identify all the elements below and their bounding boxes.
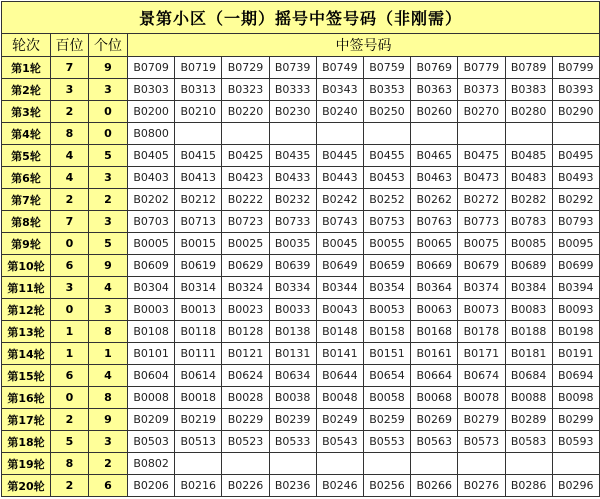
units-cell: 3 xyxy=(89,431,128,453)
units-cell: 8 xyxy=(89,387,128,409)
code-cell: B0262 xyxy=(411,189,458,211)
code-cell: B0292 xyxy=(552,189,599,211)
code-cell: B0415 xyxy=(175,145,222,167)
code-cell: B0723 xyxy=(222,211,269,233)
code-cell: B0394 xyxy=(552,277,599,299)
code-cell: B0043 xyxy=(316,299,363,321)
code-cell: B0131 xyxy=(269,343,316,365)
code-cell xyxy=(316,453,363,475)
hundreds-cell: 0 xyxy=(51,299,89,321)
round-cell: 第19轮 xyxy=(2,453,51,475)
round-cell: 第5轮 xyxy=(2,145,51,167)
round-cell: 第17轮 xyxy=(2,409,51,431)
code-cell: B0200 xyxy=(128,101,175,123)
code-cell: B0465 xyxy=(411,145,458,167)
code-cell: B0384 xyxy=(505,277,552,299)
table-title: 景第小区（一期）摇号中签号码（非刚需） xyxy=(2,2,600,34)
code-cell: B0259 xyxy=(363,409,410,431)
code-cell: B0304 xyxy=(128,277,175,299)
hundreds-cell: 8 xyxy=(51,453,89,475)
round-cell: 第16轮 xyxy=(2,387,51,409)
hundreds-cell: 4 xyxy=(51,145,89,167)
table-row xyxy=(2,255,600,277)
code-cell: B0242 xyxy=(316,189,363,211)
units-cell: 3 xyxy=(89,299,128,321)
code-cell: B0463 xyxy=(411,167,458,189)
code-cell: B0753 xyxy=(363,211,410,233)
code-cell: B0664 xyxy=(411,365,458,387)
code-cell: B0354 xyxy=(363,277,410,299)
code-cell: B0445 xyxy=(316,145,363,167)
code-cell: B0055 xyxy=(363,233,410,255)
code-cell: B0148 xyxy=(316,321,363,343)
hundreds-cell: 1 xyxy=(51,343,89,365)
lottery-results-table xyxy=(1,1,600,497)
code-cell: B0799 xyxy=(552,57,599,79)
table-row xyxy=(2,233,600,255)
code-cell: B0299 xyxy=(552,409,599,431)
table-row xyxy=(2,299,600,321)
hundreds-cell: 6 xyxy=(51,365,89,387)
units-cell: 3 xyxy=(89,79,128,101)
code-cell: B0433 xyxy=(269,167,316,189)
hundreds-cell: 3 xyxy=(51,79,89,101)
code-cell: B0475 xyxy=(458,145,505,167)
code-cell xyxy=(458,453,505,475)
round-cell: 第3轮 xyxy=(2,101,51,123)
code-cell: B0393 xyxy=(552,79,599,101)
code-cell: B0073 xyxy=(458,299,505,321)
code-cell: B0749 xyxy=(316,57,363,79)
hundreds-cell: 3 xyxy=(51,277,89,299)
code-cell: B0739 xyxy=(269,57,316,79)
code-cell: B0679 xyxy=(458,255,505,277)
table-row xyxy=(2,453,600,475)
code-cell xyxy=(363,453,410,475)
code-cell: B0151 xyxy=(363,343,410,365)
code-cell: B0314 xyxy=(175,277,222,299)
code-cell: B0769 xyxy=(411,57,458,79)
code-cell: B0236 xyxy=(269,475,316,497)
code-cell: B0053 xyxy=(363,299,410,321)
code-cell xyxy=(316,123,363,145)
code-cell: B0624 xyxy=(222,365,269,387)
round-cell: 第18轮 xyxy=(2,431,51,453)
code-cell: B0206 xyxy=(128,475,175,497)
code-cell xyxy=(505,453,552,475)
code-cell: B0453 xyxy=(363,167,410,189)
hundreds-cell: 0 xyxy=(51,233,89,255)
code-cell: B0191 xyxy=(552,343,599,365)
code-cell: B0075 xyxy=(458,233,505,255)
hundreds-cell: 0 xyxy=(51,387,89,409)
code-cell: B0188 xyxy=(505,321,552,343)
code-cell: B0374 xyxy=(458,277,505,299)
code-cell: B0443 xyxy=(316,167,363,189)
code-cell: B0085 xyxy=(505,233,552,255)
code-cell: B0533 xyxy=(269,431,316,453)
code-cell: B0178 xyxy=(458,321,505,343)
code-cell xyxy=(505,123,552,145)
units-cell: 8 xyxy=(89,321,128,343)
code-cell: B0654 xyxy=(363,365,410,387)
code-cell: B0669 xyxy=(411,255,458,277)
code-cell xyxy=(552,453,599,475)
code-cell: B0045 xyxy=(316,233,363,255)
units-cell: 5 xyxy=(89,145,128,167)
code-cell: B0003 xyxy=(128,299,175,321)
code-cell: B0048 xyxy=(316,387,363,409)
code-cell: B0425 xyxy=(222,145,269,167)
code-cell: B0773 xyxy=(458,211,505,233)
code-cell: B0405 xyxy=(128,145,175,167)
code-cell: B0313 xyxy=(175,79,222,101)
units-cell: 2 xyxy=(89,189,128,211)
code-cell: B0363 xyxy=(411,79,458,101)
code-cell: B0694 xyxy=(552,365,599,387)
round-cell: 第1轮 xyxy=(2,57,51,79)
round-cell: 第7轮 xyxy=(2,189,51,211)
code-cell: B0413 xyxy=(175,167,222,189)
code-cell: B0763 xyxy=(411,211,458,233)
code-cell: B0252 xyxy=(363,189,410,211)
code-cell: B0226 xyxy=(222,475,269,497)
hundreds-cell: 1 xyxy=(51,321,89,343)
table-row xyxy=(2,145,600,167)
code-cell: B0593 xyxy=(552,431,599,453)
code-cell: B0323 xyxy=(222,79,269,101)
header-codes: 中签号码 xyxy=(128,34,600,57)
table-row xyxy=(2,409,600,431)
hundreds-cell: 2 xyxy=(51,409,89,431)
code-cell: B0083 xyxy=(505,299,552,321)
code-cell: B0256 xyxy=(363,475,410,497)
table-row xyxy=(2,167,600,189)
units-cell: 5 xyxy=(89,233,128,255)
table-row xyxy=(2,211,600,233)
round-cell: 第10轮 xyxy=(2,255,51,277)
code-cell: B0272 xyxy=(458,189,505,211)
code-cell: B0121 xyxy=(222,343,269,365)
round-cell: 第6轮 xyxy=(2,167,51,189)
code-cell: B0018 xyxy=(175,387,222,409)
code-cell: B0141 xyxy=(316,343,363,365)
code-cell: B0023 xyxy=(222,299,269,321)
table-row xyxy=(2,79,600,101)
code-cell: B0423 xyxy=(222,167,269,189)
round-cell: 第8轮 xyxy=(2,211,51,233)
code-cell: B0239 xyxy=(269,409,316,431)
code-cell: B0553 xyxy=(363,431,410,453)
code-cell: B0230 xyxy=(269,101,316,123)
round-cell: 第15轮 xyxy=(2,365,51,387)
units-cell: 4 xyxy=(89,277,128,299)
code-cell: B0101 xyxy=(128,343,175,365)
code-cell: B0789 xyxy=(505,57,552,79)
code-cell: B0286 xyxy=(505,475,552,497)
code-cell: B0282 xyxy=(505,189,552,211)
code-cell: B0333 xyxy=(269,79,316,101)
code-cell: B0455 xyxy=(363,145,410,167)
round-cell: 第12轮 xyxy=(2,299,51,321)
code-cell: B0209 xyxy=(128,409,175,431)
units-cell: 3 xyxy=(89,211,128,233)
table-row xyxy=(2,431,600,453)
units-cell: 1 xyxy=(89,343,128,365)
code-cell: B0493 xyxy=(552,167,599,189)
code-cell: B0240 xyxy=(316,101,363,123)
code-cell: B0364 xyxy=(411,277,458,299)
code-cell xyxy=(552,123,599,145)
hundreds-cell: 7 xyxy=(51,57,89,79)
code-cell: B0222 xyxy=(222,189,269,211)
code-cell xyxy=(222,453,269,475)
code-cell: B0629 xyxy=(222,255,269,277)
code-cell: B0013 xyxy=(175,299,222,321)
title-row xyxy=(2,2,600,34)
table-row xyxy=(2,365,600,387)
units-cell: 4 xyxy=(89,365,128,387)
code-cell: B0108 xyxy=(128,321,175,343)
code-cell: B0513 xyxy=(175,431,222,453)
code-cell: B0743 xyxy=(316,211,363,233)
units-cell: 3 xyxy=(89,167,128,189)
code-cell: B0373 xyxy=(458,79,505,101)
code-cell xyxy=(363,123,410,145)
code-cell: B0619 xyxy=(175,255,222,277)
code-cell: B0279 xyxy=(458,409,505,431)
code-cell: B0289 xyxy=(505,409,552,431)
code-cell: B0005 xyxy=(128,233,175,255)
code-cell: B0573 xyxy=(458,431,505,453)
hundreds-cell: 2 xyxy=(51,189,89,211)
code-cell: B0639 xyxy=(269,255,316,277)
header-round: 轮次 xyxy=(2,34,51,57)
code-cell: B0015 xyxy=(175,233,222,255)
header-hundreds: 百位 xyxy=(51,34,89,57)
code-cell: B0800 xyxy=(128,123,175,145)
code-cell: B0250 xyxy=(363,101,410,123)
code-cell: B0220 xyxy=(222,101,269,123)
units-cell: 0 xyxy=(89,101,128,123)
table-row xyxy=(2,321,600,343)
code-cell: B0181 xyxy=(505,343,552,365)
code-cell: B0266 xyxy=(411,475,458,497)
code-cell: B0202 xyxy=(128,189,175,211)
code-cell xyxy=(458,123,505,145)
code-cell: B0280 xyxy=(505,101,552,123)
code-cell: B0699 xyxy=(552,255,599,277)
code-cell: B0028 xyxy=(222,387,269,409)
code-cell: B0038 xyxy=(269,387,316,409)
code-cell: B0229 xyxy=(222,409,269,431)
hundreds-cell: 7 xyxy=(51,211,89,233)
code-cell: B0543 xyxy=(316,431,363,453)
code-cell: B0495 xyxy=(552,145,599,167)
code-cell: B0733 xyxy=(269,211,316,233)
code-cell: B0324 xyxy=(222,277,269,299)
code-cell: B0276 xyxy=(458,475,505,497)
code-cell: B0260 xyxy=(411,101,458,123)
round-cell: 第4轮 xyxy=(2,123,51,145)
hundreds-cell: 6 xyxy=(51,255,89,277)
table-row xyxy=(2,343,600,365)
code-cell xyxy=(175,453,222,475)
code-cell: B0793 xyxy=(552,211,599,233)
code-cell: B0383 xyxy=(505,79,552,101)
code-cell: B0583 xyxy=(505,431,552,453)
code-cell: B0403 xyxy=(128,167,175,189)
code-cell: B0729 xyxy=(222,57,269,79)
code-cell: B0344 xyxy=(316,277,363,299)
code-cell: B0435 xyxy=(269,145,316,167)
units-cell: 9 xyxy=(89,255,128,277)
code-cell: B0008 xyxy=(128,387,175,409)
code-cell: B0033 xyxy=(269,299,316,321)
code-cell: B0523 xyxy=(222,431,269,453)
code-cell: B0098 xyxy=(552,387,599,409)
code-cell: B0171 xyxy=(458,343,505,365)
units-cell: 0 xyxy=(89,123,128,145)
code-cell xyxy=(411,453,458,475)
code-cell: B0095 xyxy=(552,233,599,255)
code-cell: B0058 xyxy=(363,387,410,409)
code-cell: B0713 xyxy=(175,211,222,233)
code-cell: B0296 xyxy=(552,475,599,497)
code-cell: B0303 xyxy=(128,79,175,101)
table-row xyxy=(2,189,600,211)
code-cell: B0684 xyxy=(505,365,552,387)
header-units: 个位 xyxy=(89,34,128,57)
code-cell: B0485 xyxy=(505,145,552,167)
code-cell: B0232 xyxy=(269,189,316,211)
code-cell: B0689 xyxy=(505,255,552,277)
units-cell: 9 xyxy=(89,409,128,431)
hundreds-cell: 2 xyxy=(51,475,89,497)
code-cell: B0634 xyxy=(269,365,316,387)
code-cell: B0168 xyxy=(411,321,458,343)
code-cell: B0158 xyxy=(363,321,410,343)
table-row xyxy=(2,101,600,123)
table-row xyxy=(2,57,600,79)
round-cell: 第2轮 xyxy=(2,79,51,101)
code-cell: B0161 xyxy=(411,343,458,365)
code-cell: B0270 xyxy=(458,101,505,123)
code-cell: B0604 xyxy=(128,365,175,387)
table-row xyxy=(2,475,600,497)
code-cell: B0644 xyxy=(316,365,363,387)
code-cell: B0353 xyxy=(363,79,410,101)
round-cell: 第9轮 xyxy=(2,233,51,255)
code-cell: B0290 xyxy=(552,101,599,123)
code-cell: B0343 xyxy=(316,79,363,101)
table-row xyxy=(2,123,600,145)
code-cell: B0078 xyxy=(458,387,505,409)
code-cell: B0503 xyxy=(128,431,175,453)
code-cell: B0198 xyxy=(552,321,599,343)
hundreds-cell: 5 xyxy=(51,431,89,453)
code-cell: B0065 xyxy=(411,233,458,255)
code-cell: B0025 xyxy=(222,233,269,255)
code-cell: B0609 xyxy=(128,255,175,277)
code-cell xyxy=(175,123,222,145)
code-cell xyxy=(269,123,316,145)
code-cell: B0216 xyxy=(175,475,222,497)
code-cell: B0759 xyxy=(363,57,410,79)
units-cell: 2 xyxy=(89,453,128,475)
round-cell: 第13轮 xyxy=(2,321,51,343)
table-row xyxy=(2,387,600,409)
code-cell: B0659 xyxy=(363,255,410,277)
hundreds-cell: 2 xyxy=(51,101,89,123)
code-cell: B0269 xyxy=(411,409,458,431)
code-cell: B0674 xyxy=(458,365,505,387)
round-cell: 第14轮 xyxy=(2,343,51,365)
code-cell: B0719 xyxy=(175,57,222,79)
code-cell: B0111 xyxy=(175,343,222,365)
code-cell: B0118 xyxy=(175,321,222,343)
code-cell: B0473 xyxy=(458,167,505,189)
table-row xyxy=(2,277,600,299)
code-cell: B0246 xyxy=(316,475,363,497)
code-cell: B0802 xyxy=(128,453,175,475)
code-cell xyxy=(411,123,458,145)
code-cell: B0138 xyxy=(269,321,316,343)
code-cell: B0088 xyxy=(505,387,552,409)
code-cell: B0210 xyxy=(175,101,222,123)
code-cell: B0128 xyxy=(222,321,269,343)
code-cell: B0249 xyxy=(316,409,363,431)
code-cell: B0063 xyxy=(411,299,458,321)
code-cell: B0219 xyxy=(175,409,222,431)
code-cell: B0334 xyxy=(269,277,316,299)
code-cell: B0779 xyxy=(458,57,505,79)
code-cell: B0563 xyxy=(411,431,458,453)
code-cell: B0614 xyxy=(175,365,222,387)
units-cell: 6 xyxy=(89,475,128,497)
hundreds-cell: 4 xyxy=(51,167,89,189)
code-cell xyxy=(269,453,316,475)
code-cell: B0068 xyxy=(411,387,458,409)
round-cell: 第11轮 xyxy=(2,277,51,299)
hundreds-cell: 8 xyxy=(51,123,89,145)
code-cell xyxy=(222,123,269,145)
code-cell: B0703 xyxy=(128,211,175,233)
round-cell: 第20轮 xyxy=(2,475,51,497)
units-cell: 9 xyxy=(89,57,128,79)
code-cell: B0483 xyxy=(505,167,552,189)
code-cell: B0709 xyxy=(128,57,175,79)
code-cell: B0649 xyxy=(316,255,363,277)
header-row xyxy=(2,34,600,57)
code-cell: B0035 xyxy=(269,233,316,255)
code-cell: B0093 xyxy=(552,299,599,321)
code-cell: B0783 xyxy=(505,211,552,233)
code-cell: B0212 xyxy=(175,189,222,211)
